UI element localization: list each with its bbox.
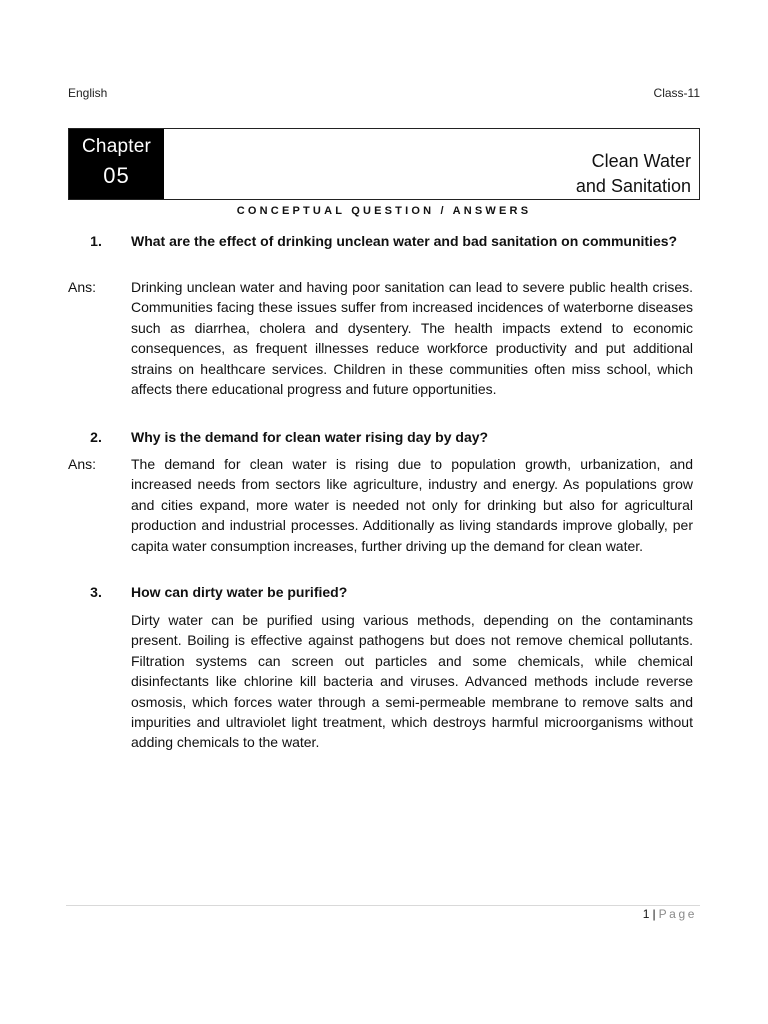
question-number: 3. [90, 584, 102, 600]
page-footer [643, 907, 697, 921]
chapter-label-block [69, 129, 164, 199]
answer-text: Drinking unclean water and having poor sanitation can lead to severe public health crises. Communities facing these issues suffer from increased incidences of waterborne diseases such as diarrhea, cholera and dysentery. The health impacts extend to economic consequences, as frequent illnesses reduce workforce productivity and put additional strains on healthcare services. Children in these communities often miss school, which affects there educational progress and future opportunities. [131, 279, 693, 398]
footer-separator: | [652, 907, 656, 921]
answer-text: Dirty water can be purified using various methods, depending on the contaminants present. Boiling is effective against pathogens but does not remove chemical pollutants. Filtration systems can screen out particles and some chemicals, while chemical disinfectants like chlorine kill bacteria and viruses. Advanced methods include reverse osmosis, which forces water through a semi-permeable membrane to remove salts and impurities and ultraviolet light treatment, which destroys harmful microorganisms without adding chemicals to the water. [131, 612, 693, 751]
answer-2 [68, 454, 693, 556]
answer-text: The demand for clean water is rising due to population growth, urbanization, and increased needs from sectors like agriculture, industry and energy. As populations grow and cities expand, more water is needed not only for drinking but also for agricultural production and industrial processes. Additionally as living standards improve globally, per capita water consumption increases, further driving up the demand for clean water. [131, 456, 693, 554]
chapter-banner [68, 128, 700, 200]
answer-label: Ans: [68, 279, 97, 295]
header-subject: English [68, 86, 108, 100]
question-1 [68, 231, 693, 251]
answer-label: Ans: [68, 456, 97, 472]
chapter-word: Chapter [82, 136, 151, 157]
question-text: How can dirty water be purified? [131, 584, 348, 600]
question-number: 1. [90, 233, 102, 249]
question-text: What are the effect of drinking unclean water and bad sanitation on communities? [131, 233, 678, 249]
answer-1 [68, 277, 693, 399]
question-2 [68, 427, 693, 447]
footer-divider [66, 905, 700, 906]
page-number: 1 [642, 907, 650, 921]
chapter-title-line1: Clean Water [591, 151, 691, 171]
page-word: Page [658, 907, 697, 921]
question-number: 2. [90, 429, 102, 445]
chapter-title-line2: and Sanitation [575, 176, 691, 196]
answer-3 [68, 610, 693, 753]
question-text: Why is the demand for clean water rising day by day? [131, 429, 489, 445]
question-3 [68, 582, 693, 602]
header-class: Class-11 [653, 86, 700, 100]
chapter-title [576, 149, 691, 199]
chapter-number: 05 [103, 163, 130, 188]
section-title: CONCEPTUAL QUESTION / ANSWERS [236, 205, 532, 217]
